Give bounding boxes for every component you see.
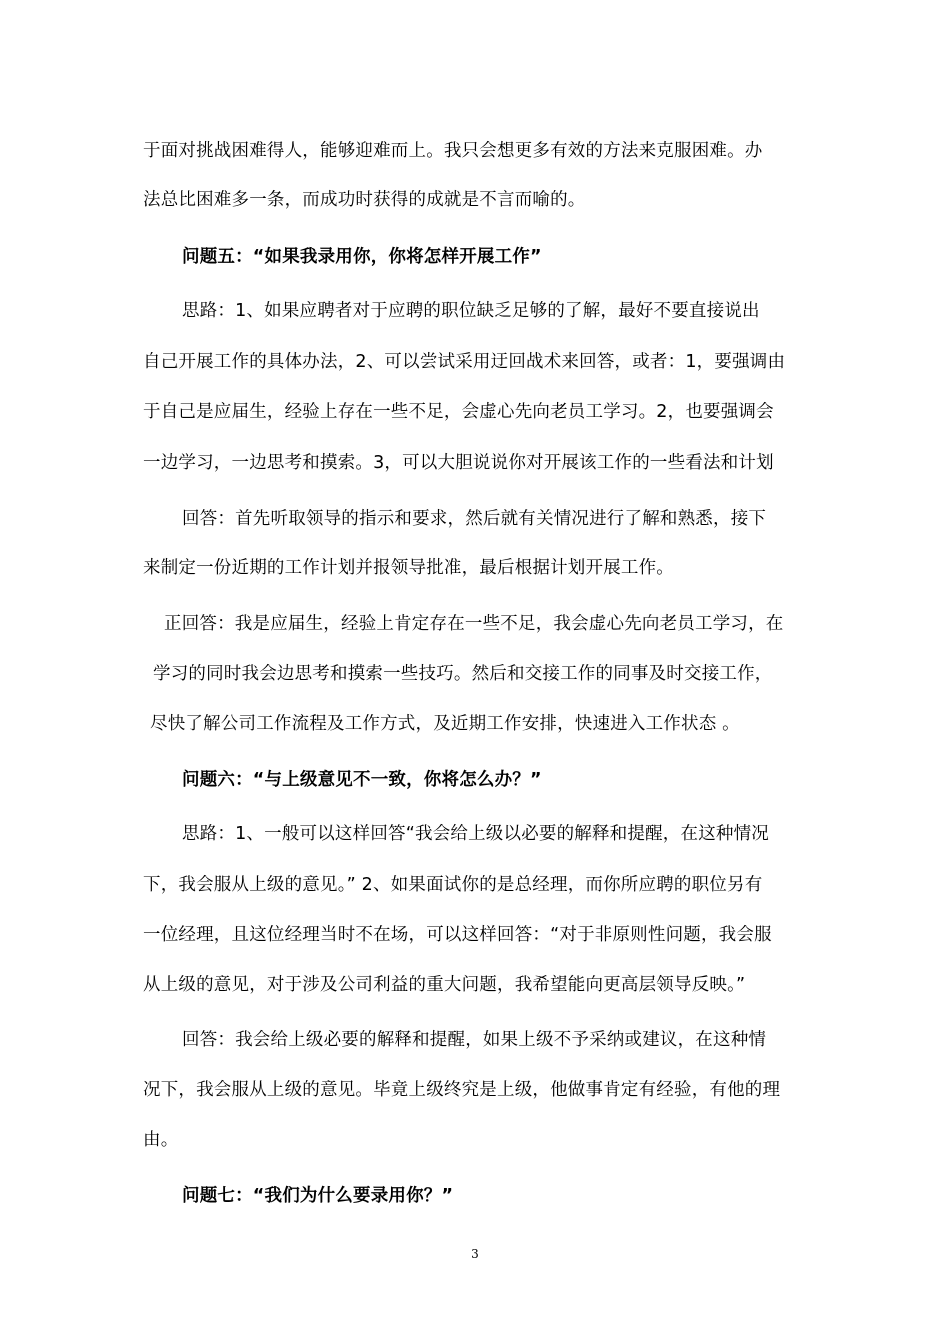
paragraph-line: 自己开展工作的具体办法，2、可以尝试采用迂回战术来回答，或者：1，要强调由	[143, 352, 786, 372]
paragraph-line: 于自己是应届生，经验上存在一些不足，会虚心先向老员工学习。2，也要强调会	[143, 402, 774, 422]
question-heading: 问题五：“如果我录用你，你将怎样开展工作”	[182, 247, 542, 267]
paragraph-line: 思路：1、一般可以这样回答“我会给上级以必要的解释和提醒，在这种情况	[182, 824, 769, 844]
paragraph-line: 正回答：我是应届生，经验上肯定存在一些不足，我会虚心先向老员工学习，在	[164, 614, 784, 634]
paragraph-line: 一边学习，一边思考和摸索。3，可以大胆说说你对开展该工作的一些看法和计划	[143, 453, 774, 473]
page-number: 3	[471, 1247, 479, 1261]
paragraph-line: 由。	[143, 1130, 179, 1150]
paragraph-line: 思路：1、如果应聘者对于应聘的职位缺乏足够的了解，最好不要直接说出	[182, 301, 760, 321]
paragraph-line: 回答：我会给上级必要的解释和提醒，如果上级不予采纳或建议，在这种情	[182, 1030, 767, 1050]
question-heading: 问题六：“与上级意见不一致，你将怎么办？”	[182, 770, 542, 790]
paragraph-line: 回答：首先听取领导的指示和要求，然后就有关情况进行了解和熟悉，接下	[182, 509, 767, 529]
paragraph-line: 下，我会服从上级的意见。” 2、如果面试你的是总经理，而你所应聘的职位另有	[143, 875, 763, 895]
paragraph-line: 于面对挑战困难得人，能够迎难而上。我只会想更多有效的方法来克服困难。办	[143, 141, 763, 161]
paragraph-line: 一位经理，且这位经理当时不在场，可以这样回答：“对于非原则性问题，我会服	[143, 925, 772, 945]
paragraph-line: 尽快了解公司工作流程及工作方式，及近期工作安排，快速进入工作状态 。	[150, 714, 740, 734]
question-heading: 问题七：“我们为什么要录用你？”	[182, 1186, 454, 1206]
paragraph-line: 学习的同时我会边思考和摸索一些技巧。然后和交接工作的同事及时交接工作，	[153, 664, 773, 684]
paragraph-line: 来制定一份近期的工作计划并报领导批准，最后根据计划开展工作。	[143, 558, 674, 578]
paragraph-line: 从上级的意见，对于涉及公司利益的重大问题，我希望能向更高层领导反映。”	[143, 975, 746, 995]
paragraph-line: 况下，我会服从上级的意见。毕竟上级终究是上级，他做事肯定有经验，有他的理	[143, 1080, 781, 1100]
paragraph-line: 法总比困难多一条，而成功时获得的成就是不言而喻的。	[143, 190, 586, 210]
